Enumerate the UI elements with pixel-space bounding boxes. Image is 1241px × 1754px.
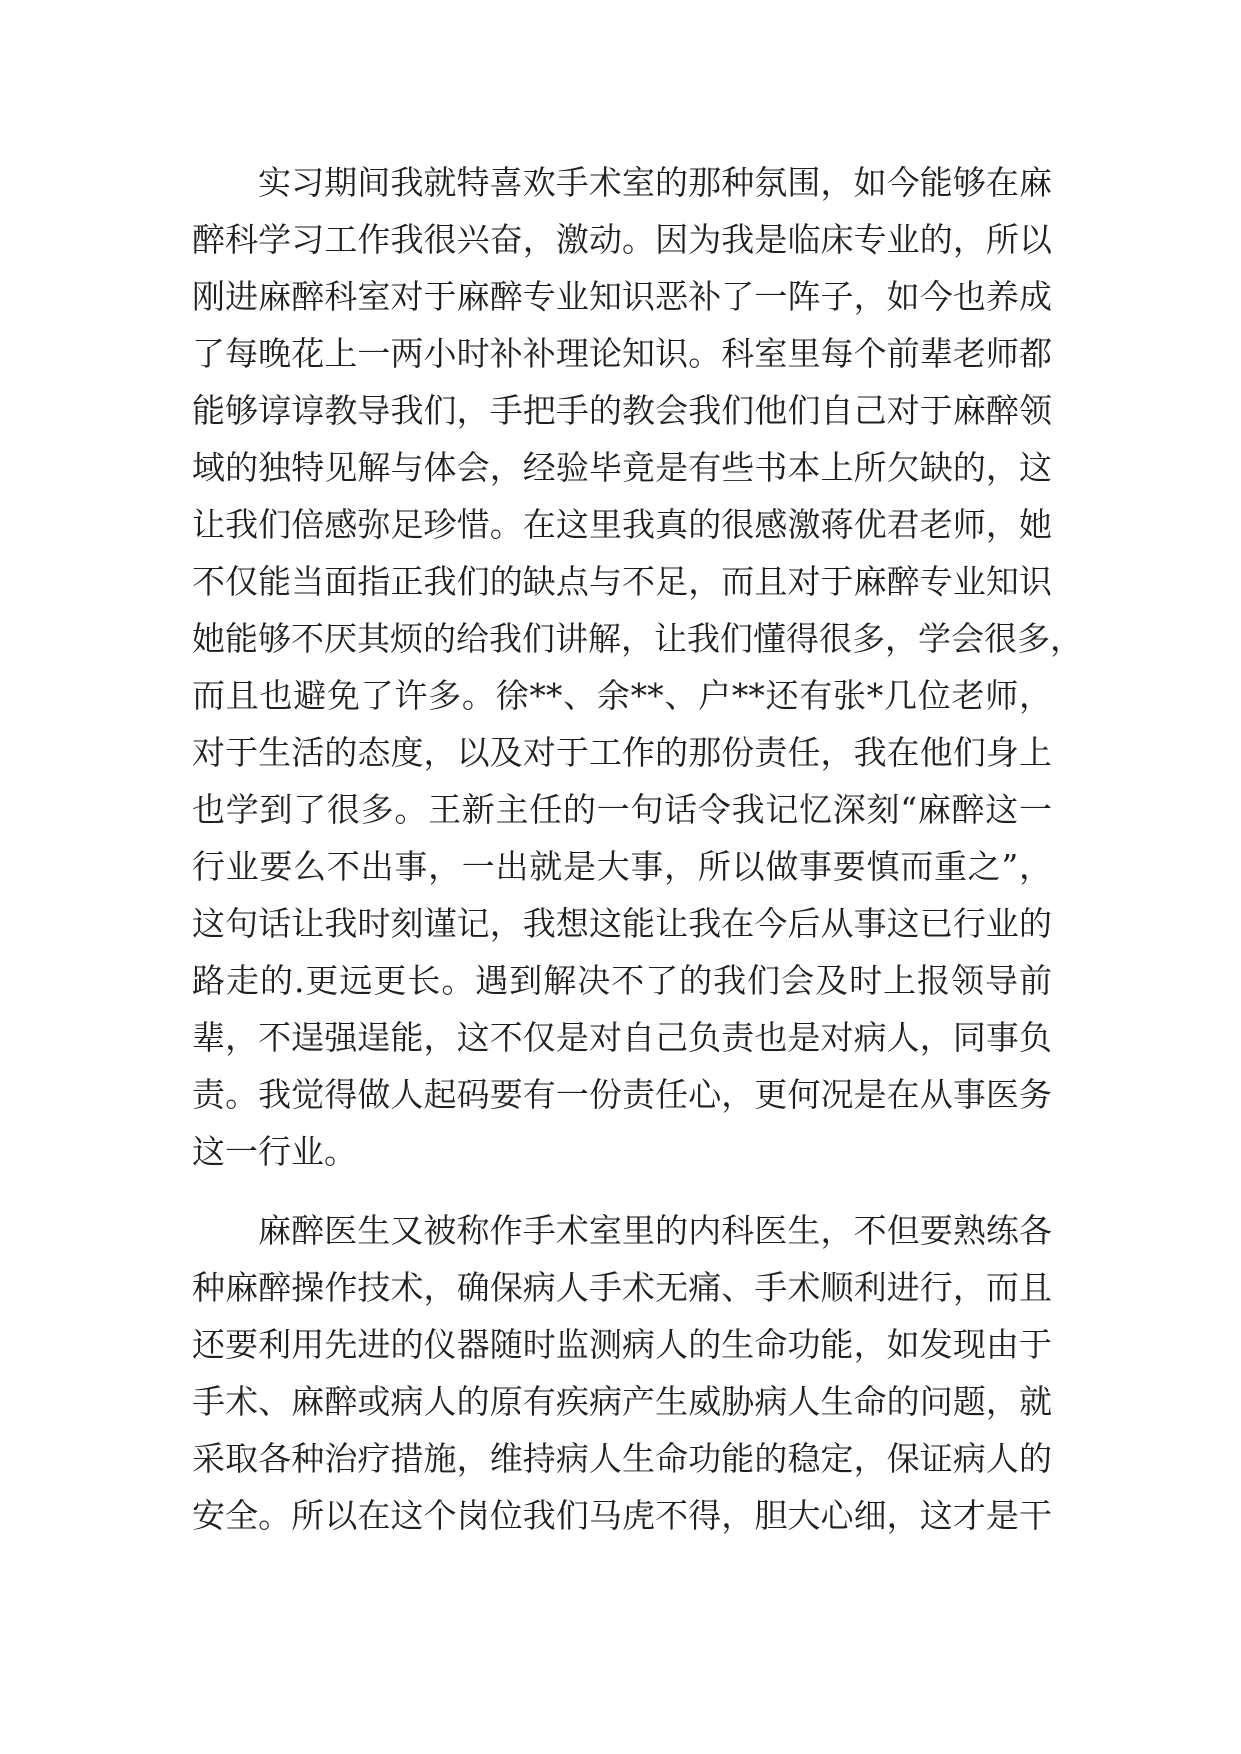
text-line: 刚进麻醉科室对于麻醉专业知识恶补了一阵子，如今也养成 — [192, 277, 1052, 316]
text-line: 路走的.更远更长。遇到解决不了的我们会及时上报领导前 — [192, 961, 1052, 1000]
text-line: 这句话让我时刻谨记，我想这能让我在今后从事这已行业的 — [192, 904, 1052, 943]
text-line: 也学到了很多。王新主任的一句话令我记忆深刻“麻醉这一 — [192, 790, 1052, 829]
text-line: 采取各种治疗措施，维持病人生命功能的稳定，保证病人的 — [192, 1439, 1052, 1478]
text-line: 不仅能当面指正我们的缺点与不足，而且对于麻醉专业知识 — [192, 562, 1052, 601]
text-line: 安全。所以在这个岗位我们马虎不得，胆大心细，这才是干 — [192, 1496, 1052, 1535]
text-line: 实习期间我就特喜欢手术室的那种氛围，如今能够在麻 — [258, 163, 1052, 202]
text-line: 责。我觉得做人起码要有一份责任心，更何况是在从事医务 — [192, 1075, 1052, 1114]
text-line: 行业要么不出事，一出就是大事，所以做事要慎而重之”， — [192, 847, 1052, 886]
text-line: 麻醉医生又被称作手术室里的内科医生，不但要熟练各 — [258, 1211, 1052, 1250]
text-line: 对于生活的态度，以及对于工作的那份责任，我在他们身上 — [192, 733, 1052, 772]
text-line: 让我们倍感弥足珍惜。在这里我真的很感激蒋优君老师，她 — [192, 505, 1052, 544]
text-line: 还要利用先进的仪器随时监测病人的生命功能，如发现由于 — [192, 1325, 1052, 1364]
text-line: 能够谆谆教导我们，手把手的教会我们他们自己对于麻醉领 — [192, 391, 1052, 430]
text-line: 醉科学习工作我很兴奋，激动。因为我是临床专业的，所以 — [192, 220, 1052, 259]
text-line: 了每晚花上一两小时补补理论知识。科室里每个前辈老师都 — [192, 334, 1052, 373]
text-line: 域的独特见解与体会，经验毕竟是有些书本上所欠缺的，这 — [192, 448, 1052, 487]
text-line: 种麻醉操作技术，确保病人手术无痛、手术顺利进行，而且 — [192, 1268, 1052, 1307]
text-line: 她能够不厌其烦的给我们讲解，让我们懂得很多，学会很多， — [192, 619, 1083, 658]
text-line: 而且也避免了许多。徐**、余**、户**还有张*几位老师， — [192, 676, 1052, 715]
text-line: 这一行业。 — [192, 1132, 357, 1171]
text-line: 辈，不逞强逞能，这不仅是对自己负责也是对病人，同事负 — [192, 1018, 1052, 1057]
text-line: 手术、麻醉或病人的原有疾病产生威胁病人生命的问题，就 — [192, 1382, 1052, 1421]
